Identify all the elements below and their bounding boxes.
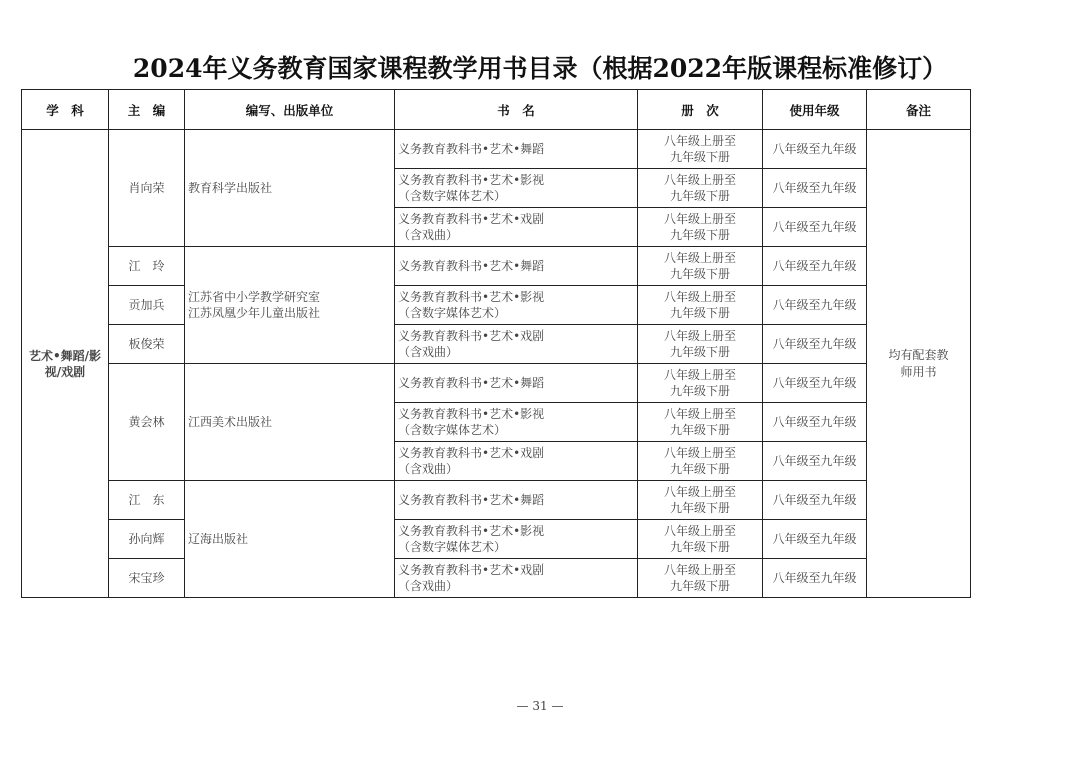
publisher-cell: 教育科学出版社 [185,130,395,247]
publisher-cell [185,247,395,364]
header-remark: 备注 [867,90,971,130]
volume-cell [638,247,763,286]
volume-line1: 八年级上册至 [663,329,736,343]
subject-label: 艺术•舞蹈/影视/戏剧 [28,348,102,379]
volume-line2: 九年级下册 [669,384,730,398]
book-subtitle: （含戏曲） [398,462,459,476]
book-title: 义务教育教科书•艺术•舞蹈 [398,493,545,507]
grade-cell: 八年级至九年级 [763,247,867,286]
table-row [22,247,971,286]
publisher-cell: 江西美术出版社 [185,364,395,481]
editor-cell: 肖向荣 [109,130,185,247]
book-title: 义务教育教科书•艺术•戏剧 [398,563,545,577]
book-title-cell [395,247,638,286]
volume-line2: 九年级下册 [669,540,730,554]
volume-cell [638,325,763,364]
page-number: — 31 — [516,699,564,713]
book-subtitle: （含戏曲） [398,579,459,593]
book-title-cell [395,364,638,403]
subject-cell [22,130,109,598]
volume-cell [638,286,763,325]
book-title: 义务教育教科书•艺术•影视 [398,524,545,538]
table-row [22,559,971,598]
editor-cell: 孙向辉 [109,520,185,559]
book-title: 义务教育教科书•艺术•影视 [398,173,545,187]
volume-cell [638,130,763,169]
grade-cell: 八年级至九年级 [763,442,867,481]
page-title: 2024年义务教育国家课程教学用书目录（根据2022年版课程标准修订） [132,54,948,83]
grade-cell: 八年级至九年级 [763,403,867,442]
header-subject: 学 科 [22,90,109,130]
book-title-cell [395,130,638,169]
editor-cell: 宋宝珍 [109,559,185,598]
volume-cell [638,559,763,598]
volume-line1: 八年级上册至 [663,251,736,265]
publisher-line1: 江苏省中小学教学研究室 [188,290,321,304]
book-title-cell [395,325,638,364]
table-row [22,364,971,403]
volume-line2: 九年级下册 [669,462,730,476]
table-row [22,520,971,559]
grade-cell: 八年级至九年级 [763,559,867,598]
book-title-cell [395,208,638,247]
volume-line1: 八年级上册至 [663,524,736,538]
book-title-cell [395,442,638,481]
book-title-cell [395,286,638,325]
volume-cell [638,442,763,481]
book-title-cell [395,559,638,598]
book-title: 义务教育教科书•艺术•舞蹈 [398,259,545,273]
grade-cell: 八年级至九年级 [763,481,867,520]
table-row [22,286,971,325]
volume-line2: 九年级下册 [669,501,730,515]
grade-cell: 八年级至九年级 [763,169,867,208]
editor-cell: 板俊荣 [109,325,185,364]
book-title: 义务教育教科书•艺术•影视 [398,407,545,421]
header-grade: 使用年级 [763,90,867,130]
volume-line1: 八年级上册至 [663,485,736,499]
remark-text: 均有配套教师用书 [888,347,949,379]
book-subtitle: （含戏曲） [398,345,459,359]
book-subtitle: （含数字媒体艺术） [398,189,507,203]
book-title: 义务教育教科书•艺术•影视 [398,290,545,304]
book-title-cell [395,403,638,442]
publisher-cell: 辽海出版社 [185,481,395,598]
volume-line1: 八年级上册至 [663,212,736,226]
volume-line1: 八年级上册至 [663,173,736,187]
table-row [22,481,971,520]
volume-line2: 九年级下册 [669,267,730,281]
volume-line2: 九年级下册 [669,579,730,593]
volume-line2: 九年级下册 [669,150,730,164]
volume-cell [638,169,763,208]
volume-line1: 八年级上册至 [663,368,736,382]
volume-line1: 八年级上册至 [663,563,736,577]
textbook-catalog-table [21,89,971,598]
header-editor: 主 编 [109,90,185,130]
grade-cell: 八年级至九年级 [763,520,867,559]
grade-cell: 八年级至九年级 [763,325,867,364]
volume-line2: 九年级下册 [669,345,730,359]
volume-line1: 八年级上册至 [663,407,736,421]
book-title: 义务教育教科书•艺术•舞蹈 [398,376,545,390]
header-volume: 册 次 [638,90,763,130]
grade-cell: 八年级至九年级 [763,208,867,247]
table-header-row [22,90,971,130]
grade-cell: 八年级至九年级 [763,130,867,169]
book-title: 义务教育教科书•艺术•舞蹈 [398,142,545,156]
book-title: 义务教育教科书•艺术•戏剧 [398,446,545,460]
volume-cell [638,364,763,403]
book-subtitle: （含数字媒体艺术） [398,423,507,437]
editor-cell: 江 玲 [109,247,185,286]
volume-cell [638,481,763,520]
book-title: 义务教育教科书•艺术•戏剧 [398,212,545,226]
volume-line1: 八年级上册至 [663,446,736,460]
volume-line1: 八年级上册至 [663,134,736,148]
volume-line1: 八年级上册至 [663,290,736,304]
volume-line2: 九年级下册 [669,189,730,203]
remark-cell [867,130,971,598]
book-title-cell [395,520,638,559]
volume-cell [638,208,763,247]
book-subtitle: （含戏曲） [398,228,459,242]
book-subtitle: （含数字媒体艺术） [398,306,507,320]
header-publisher: 编写、出版单位 [185,90,395,130]
grade-cell: 八年级至九年级 [763,364,867,403]
editor-cell: 黄会林 [109,364,185,481]
grade-cell: 八年级至九年级 [763,286,867,325]
book-subtitle: （含数字媒体艺术） [398,540,507,554]
book-title-cell [395,169,638,208]
book-title: 义务教育教科书•艺术•戏剧 [398,329,545,343]
volume-cell [638,520,763,559]
editor-cell: 江 东 [109,481,185,520]
table-row [22,325,971,364]
volume-line2: 九年级下册 [669,306,730,320]
header-book-title: 书 名 [395,90,638,130]
volume-line2: 九年级下册 [669,228,730,242]
table-row [22,130,971,169]
volume-cell [638,403,763,442]
volume-line2: 九年级下册 [669,423,730,437]
editor-cell: 贡加兵 [109,286,185,325]
publisher-line2: 江苏凤凰少年儿童出版社 [188,306,321,320]
book-title-cell [395,481,638,520]
